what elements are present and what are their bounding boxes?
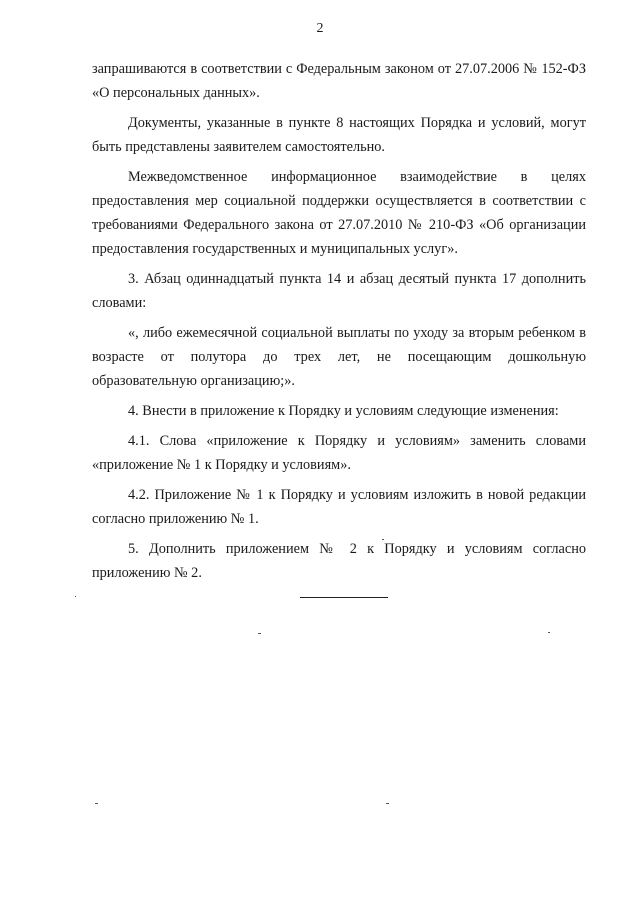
scan-speck <box>75 596 76 597</box>
paragraph-item-4: 4. Внести в приложение к Порядку и условиям следующие изменения: <box>128 403 559 419</box>
scan-speck <box>95 803 98 804</box>
paragraph-item-3: 3. Абзац одиннадцатый пункта 14 и абзац десятый пункта 17 дополнить словами: <box>92 271 586 311</box>
scan-speck <box>258 633 261 634</box>
paragraph-personal-data-law: запрашиваются в соответствии с Федеральным законом от 27.07.2006 № 152-ФЗ «О персональных данных». <box>92 61 586 101</box>
scan-speck <box>548 632 550 633</box>
document-body <box>92 57 586 585</box>
paragraph-quoted-addition: «, либо ежемесячной социальной выплаты по уходу за вторым ребенком в возрасте от полутора до трех лет, не посещающим дошкольную образовательную организацию;». <box>92 325 586 389</box>
scan-speck <box>386 803 389 804</box>
end-separator-line <box>300 597 388 598</box>
paragraph-interagency-interaction: Межведомственное информационное взаимодействие в целях предоставления мер социальной поддержки осуществляется в соответствии с требованиями Федерального закона от 27.07.2010 № 210-ФЗ «Об организации предоставления государственных и муниципальных услуг». <box>92 169 586 257</box>
paragraph-item-5: 5. Дополнить приложением № 2 к Порядку и условиям согласно приложению № 2. <box>92 541 586 581</box>
scan-speck <box>382 539 384 540</box>
paragraph-item-4-2: 4.2. Приложение № 1 к Порядку и условиям изложить в новой редакции согласно приложению № 1. <box>92 487 586 527</box>
page-number: 2 <box>316 21 324 36</box>
paragraph-item-4-1: 4.1. Слова «приложение к Порядку и условиям» заменить словами «приложение № 1 к Порядку и условиям». <box>92 433 586 473</box>
paragraph-documents-self-submitted: Документы, указанные в пункте 8 настоящих Порядка и условий, могут быть представлены заявителем самостоятельно. <box>92 115 586 155</box>
